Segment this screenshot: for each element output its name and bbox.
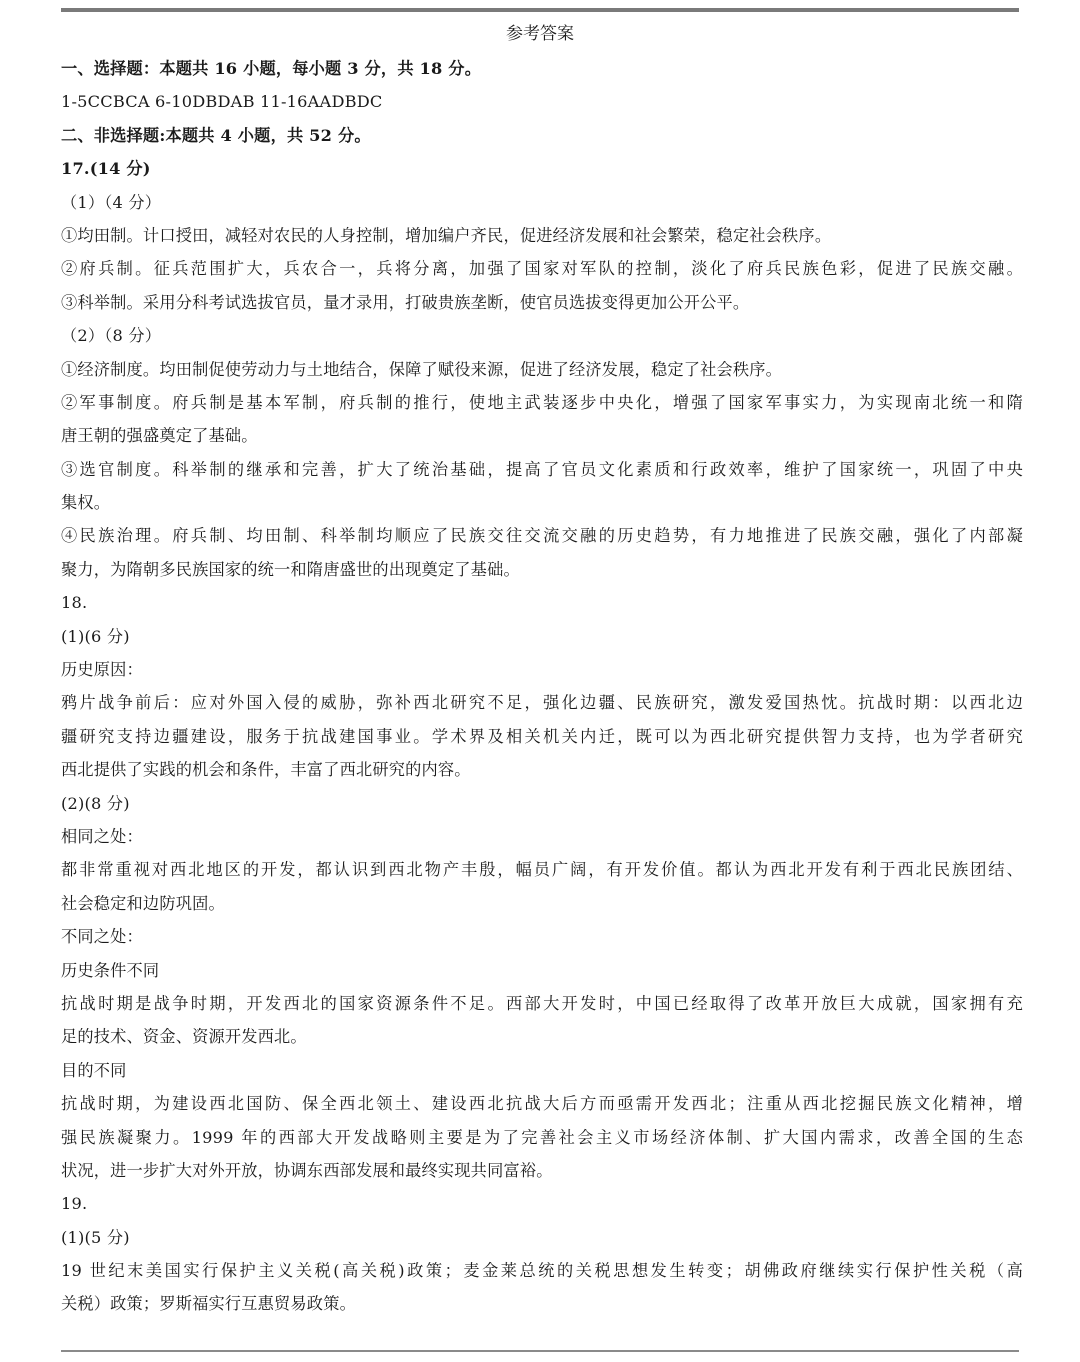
answer-line: 足的技术、资金、资源开发西北。 [61, 1027, 307, 1047]
answer-line: (1)(5 分) [61, 1227, 130, 1247]
answer-line: 抗战时期，为建设西北国防、保全西北领土、建设西北抗战大后方而亟需开发西北；注重从西北挖掘民族文化精神，增 [61, 1094, 1023, 1114]
section-heading: 二、非选择题:本题共 4 小题，共 52 分。 [61, 125, 371, 145]
answer-line: 19. [61, 1194, 88, 1214]
answer-body [61, 52, 1023, 1321]
answer-line: 相同之处： [61, 826, 143, 846]
section-heading: 17.(14 分) [61, 159, 151, 179]
answer-line: 历史条件不同 [61, 960, 160, 980]
answer-line: 不同之处： [61, 927, 143, 947]
answer-line: 鸦片战争前后：应对外国入侵的威胁，弥补西北研究不足，强化边疆、民族研究，激发爱国热忱。抗战时期：以西北边 [61, 693, 1023, 713]
answer-line: ②府兵制。征兵范围扩大，兵农合一，兵将分离，加强了国家对军队的控制，淡化了府兵民族色彩，促进了民族交融。 [61, 259, 1023, 279]
answer-line: 1-5CCBCA 6-10DBDAB 11-16AADBDC [61, 92, 383, 112]
footer-rule [61, 1350, 1019, 1352]
answer-line: 关税）政策；罗斯福实行互惠贸易政策。 [61, 1294, 356, 1314]
answer-line: ①均田制。计口授田，减轻对农民的人身控制，增加编户齐民，促进经济发展和社会繁荣，稳定社会秩序。 [61, 225, 832, 245]
answer-line: 状况，进一步扩大对外开放，协调东西部发展和最终实现共同富裕。 [61, 1160, 553, 1180]
answer-line: 疆研究支持边疆建设，服务于抗战建国事业。学术界及相关机关内迁，既可以为西北研究提供智力支持，也为学者研究 [61, 726, 1023, 746]
answer-line: ④民族治理。府兵制、均田制、科举制均顺应了民族交往交流交融的历史趋势，有力地推进了民族交融，强化了内部凝 [61, 526, 1023, 546]
answer-line: 西北提供了实践的机会和条件，丰富了西北研究的内容。 [61, 760, 471, 780]
page-title: 参考答案 [506, 24, 574, 44]
answer-line: ③选官制度。科举制的继承和完善，扩大了统治基础，提高了官员文化素质和行政效率，维护了国家统一，巩固了中央 [61, 459, 1023, 479]
answer-line: ②军事制度。府兵制是基本军制，府兵制的推行，使地主武装逐步中央化，增强了国家军事实力，为实现南北统一和隋 [61, 392, 1023, 412]
answer-line: 社会稳定和边防巩固。 [61, 893, 225, 913]
answer-line: (1)(6 分) [61, 626, 130, 646]
answer-line: ①经济制度。均田制促使劳动力与土地结合，保障了赋役来源，促进了经济发展，稳定了社会秩序。 [61, 359, 783, 379]
answer-line: (2)(8 分) [61, 793, 130, 813]
header-rule [61, 8, 1019, 12]
answer-line: （2）（8 分） [61, 326, 162, 346]
answer-line: 都非常重视对西北地区的开发，都认识到西北物产丰殷，幅员广阔，有开发价值。都认为西北开发有利于西北民族团结、 [61, 860, 1023, 880]
answer-line: 目的不同 [61, 1060, 127, 1080]
answer-line: 18. [61, 593, 88, 613]
answer-line: 19 世纪末美国实行保护主义关税(高关税)政策；麦金莱总统的关税思想发生转变；胡佛政府继续实行保护性关税（高 [61, 1261, 1023, 1281]
answer-line: （1）（4 分） [61, 192, 162, 212]
section-heading: 一、选择题：本题共 16 小题，每小题 3 分，共 18 分。 [61, 59, 482, 78]
answer-line: ③科举制。采用分科考试选拔官员，量才录用，打破贵族垄断，使官员选拔变得更加公开公平。 [61, 292, 750, 312]
answer-line: 历史原因： [61, 660, 143, 680]
answer-line: 唐王朝的强盛奠定了基础。 [61, 426, 258, 446]
answer-line: 聚力，为隋朝多民族国家的统一和隋唐盛世的出现奠定了基础。 [61, 559, 520, 579]
answer-line: 强民族凝聚力。1999 年的西部大开发战略则主要是为了完善社会主义市场经济体制、扩大国内需求，改善全国的生态 [61, 1127, 1023, 1147]
answer-line: 集权。 [61, 493, 111, 513]
answer-line: 抗战时期是战争时期，开发西北的国家资源条件不足。西部大开发时，中国已经取得了改革开放巨大成就，国家拥有充 [61, 993, 1023, 1013]
